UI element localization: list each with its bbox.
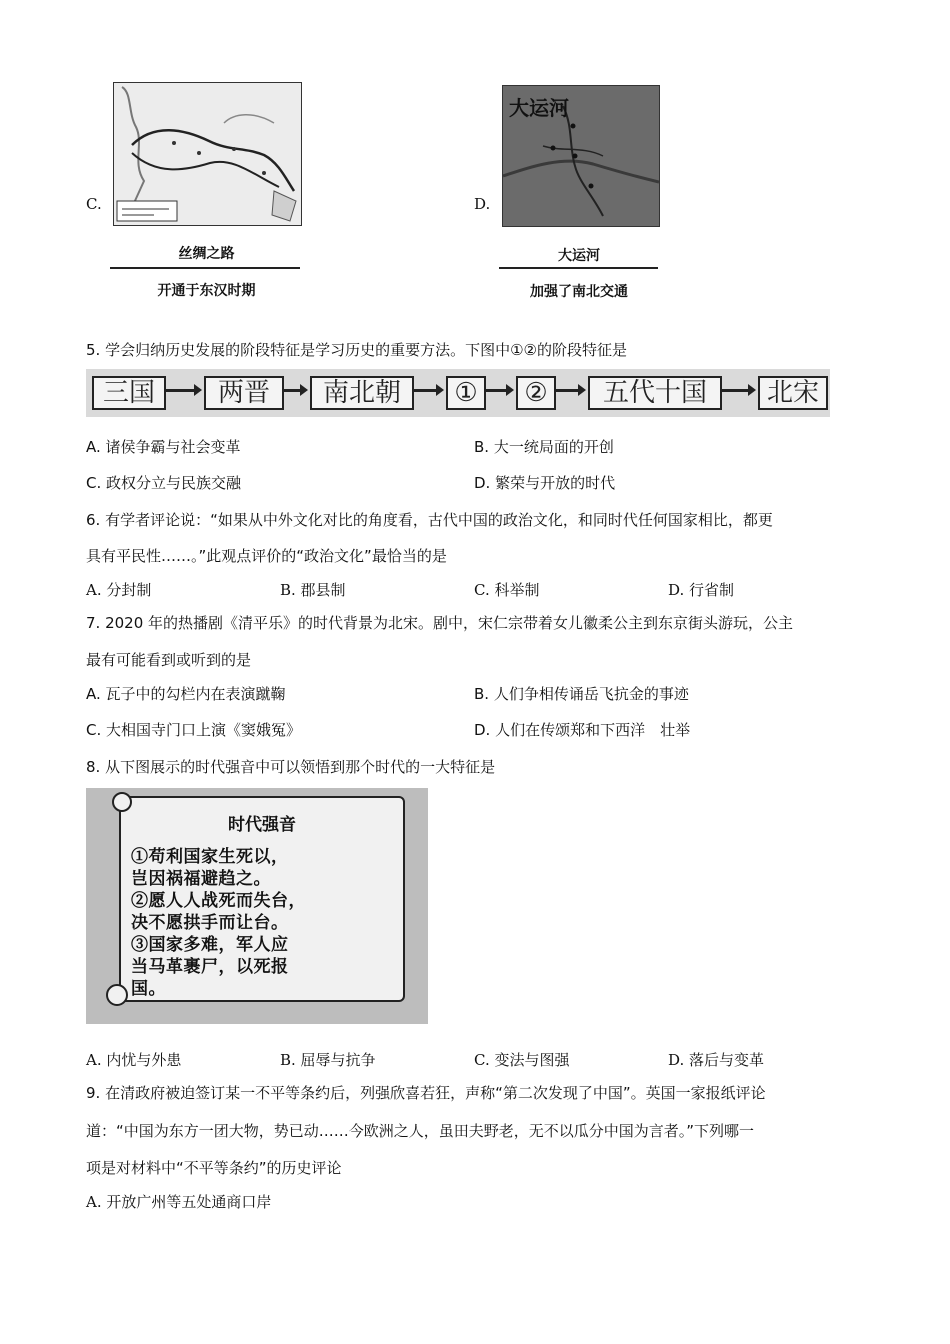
timeline-box: 三国 [92,376,166,410]
question-9-stem-line1: 9. 在清政府被迫签订某一不平等条约后，列强欣喜若狂，声称“第二次发现了中国”。英国一家报纸评论 [86,1084,766,1102]
grand-canal-map-image [502,85,660,227]
scroll-panel [119,796,405,1002]
timeline-arrow [166,389,196,392]
q5-option-d[interactable]: D. 繁荣与开放的时代 [474,474,616,492]
q9-option-a[interactable]: A. 开放广州等五处通商口岸 [86,1193,272,1211]
q5-option-a[interactable]: A. 诸侯争霸与社会变革 [86,438,241,456]
question-9-stem-line2: 道：“中国为东方一团大物，势已动……今欧洲之人，虽田夫野老，无不以瓜分中国为言者。”下列哪一 [86,1122,755,1140]
q6-option-d[interactable]: D. 行省制 [668,581,735,599]
scroll-curl-top [112,792,132,812]
question-7-stem-line2: 最有可能看到或听到的是 [86,651,252,669]
option-d-letter: D. [474,195,491,213]
question-6-stem-line2: 具有平民性……。”此观点评价的“政治文化”最恰当的是 [86,547,447,565]
question-8-stem: 8. 从下图展示的时代强音中可以领悟到那个时代的一大特征是 [86,758,496,776]
silk-road-caption: 丝绸之路 [178,246,235,262]
caption-divider [499,267,658,269]
scroll-line: ②愿人人战死而失台， [131,891,306,911]
timeline-box: 两晋 [204,376,284,410]
scroll-title: 时代强音 [228,815,296,835]
timeline-arrow [556,389,580,392]
q6-option-a[interactable]: A. 分封制 [86,581,152,599]
question-5-stem: 5. 学会归纳历史发展的阶段特征是学习历史的重要方法。下图中①②的阶段特征是 [86,341,627,359]
grand-canal-description: 加强了南北交通 [530,284,628,300]
question-6-stem-line1: 6. 有学者评论说：“如果从中外文化对比的角度看，古代中国的政治文化，和同时代任何国家相比，都更 [86,511,773,529]
scroll-line: 当马革裹尸，以死报 [131,957,289,977]
q8-option-d[interactable]: D. 落后与变革 [668,1051,765,1069]
grand-canal-caption: 大运河 [558,248,600,264]
question-9-stem-line3: 项是对材料中“不平等条约”的历史评论 [86,1159,342,1177]
timeline-box: 五代十国 [588,376,722,410]
q6-option-c[interactable]: C. 科举制 [474,581,540,599]
q8-option-b[interactable]: B. 屈辱与抗争 [280,1051,376,1069]
grand-canal-map-label: 大运河 [509,96,569,120]
timeline-arrow [284,389,302,392]
q8-option-c[interactable]: C. 变法与图强 [474,1051,570,1069]
caption-divider [110,267,300,269]
scroll-line: ①苟利国家生死以， [131,847,289,867]
timeline-box: 北宋 [758,376,828,410]
q5-option-b[interactable]: B. 大一统局面的开创 [474,438,614,456]
timeline-arrow [486,389,508,392]
era-voice-scroll-image [86,788,428,1024]
timeline-box: 南北朝 [310,376,414,410]
q7-option-b[interactable]: B. 人们争相传诵岳飞抗金的事迹 [474,685,689,703]
dynasty-timeline-image [86,369,830,417]
q7-option-a[interactable]: A. 瓦子中的勾栏内在表演蹴鞠 [86,685,286,703]
q8-option-a[interactable]: A. 内忧与外患 [86,1051,182,1069]
q7-option-c[interactable]: C. 大相国寺门口上演《窦娥冤》 [86,721,302,739]
scroll-line: 岂因祸福避趋之。 [131,869,271,889]
silk-road-map-image [113,82,302,226]
scroll-line: ③国家多难，军人应 [131,935,289,955]
question-7-stem-line1: 7. 2020 年的热播剧《清平乐》的时代背景为北宋。剧中，宋仁宗带着女儿徽柔公主到东京街头游玩，公主 [86,614,794,632]
option-c-letter: C. [86,195,102,213]
q6-option-b[interactable]: B. 郡县制 [280,581,346,599]
q7-option-d[interactable]: D. 人们在传颂郑和下西洋 壮举 [474,721,691,739]
scroll-line: 国。 [131,979,166,999]
q5-option-c[interactable]: C. 政权分立与民族交融 [86,474,242,492]
timeline-box: ① [446,376,486,410]
scroll-line: 决不愿拱手而让台。 [131,913,289,933]
timeline-arrow [722,389,750,392]
silk-road-description: 开通于东汉时期 [157,283,256,299]
silk-road-map-drawing [114,83,301,225]
timeline-arrow [414,389,438,392]
scroll-curl-bottom [106,984,128,1006]
timeline-box: ② [516,376,556,410]
